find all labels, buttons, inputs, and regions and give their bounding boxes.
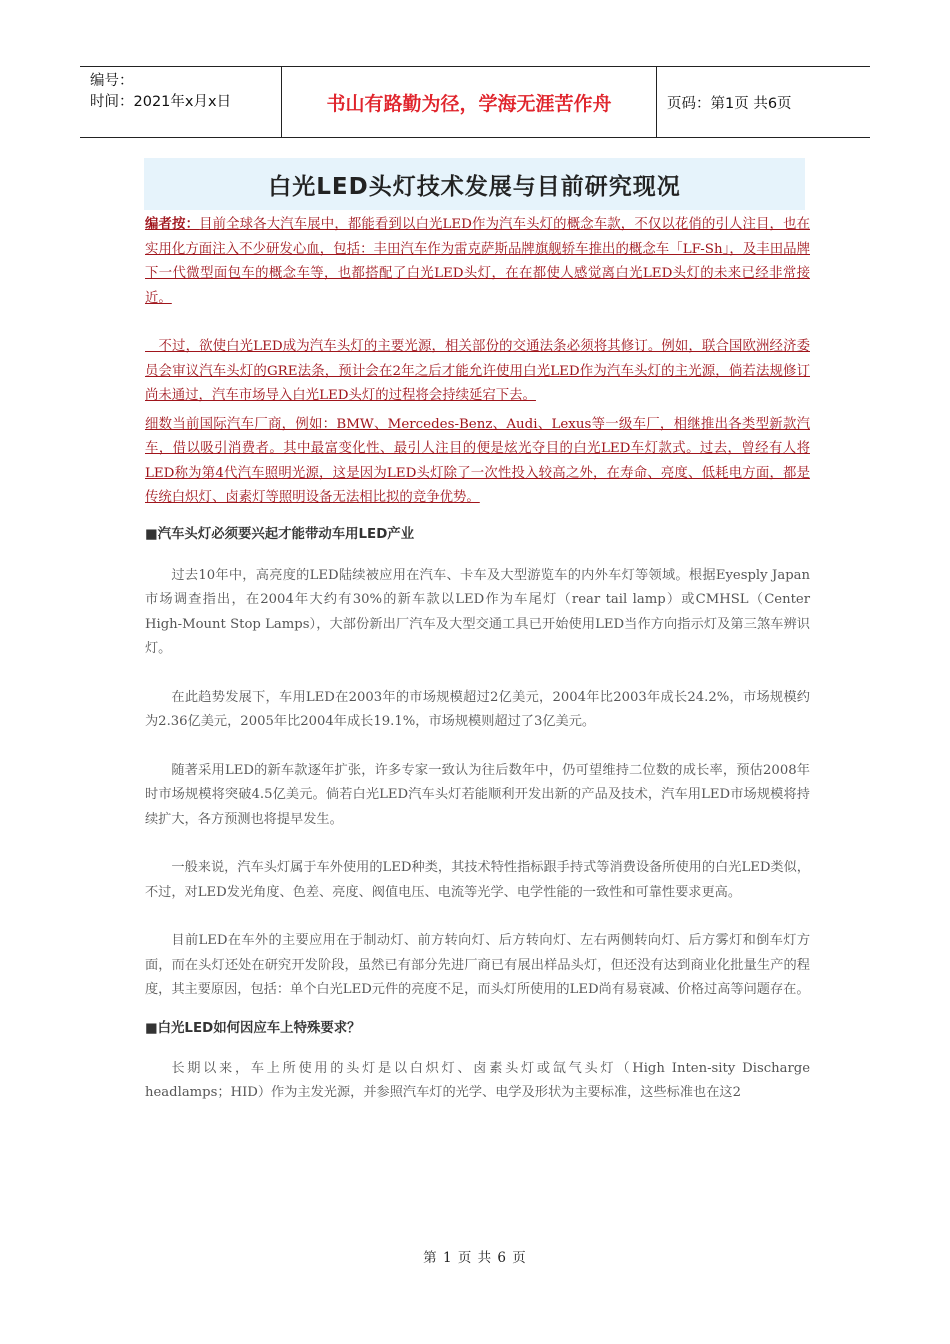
header-meta: [80, 67, 282, 137]
document-title: 白光LED头灯技术发展与目前研究现况: [268, 173, 681, 200]
editor-note-p3: 细数当前国际汽车厂商，例如：BMW、Mercedes-Benz、Audi、Lexus等一级车厂，相继推出各类型新款汽车，借以吸引消费者。其中最富变化性、最引人注目的便是炫光夺目的白光LED车灯款式。过去，曾经有人将LED称为第4代汽车照明光源，这是因为LED头灯除了一次性投入较高之外，在寿命、亮度、低耗电方面，都是传统白炽灯、卤素灯等照明设备无法相比拟的竞争优势。: [145, 416, 810, 505]
editor-note-p1: 编者按：目前全球各大汽车展中，都能看到以白光LED作为汽车头灯的概念车款，不仅以花俏的引人注目，也在实用化方面注入不少研发心血，包括：丰田汽车作为雷克萨斯品牌旗舰轿车推出的概念车「LF-Sh」，及丰田品牌下一代微型面包车的概念车等，也都搭配了白光LED头灯，在在都使人感觉离白光LED头灯的未来已经非常接近。: [145, 216, 810, 306]
section1-p2: 在此趋势发展下，车用LED在2003年的市场规模超过2亿美元，2004年比2003年成长24.2%，市场规模约为2.36亿美元，2005年比2004年成长19.1%，市场规模则超过了3亿美元。: [145, 689, 810, 729]
header-page-info: 页码：第1页 共6页: [667, 95, 792, 112]
section1-p5: 目前LED在车外的主要应用在于制动灯、前方转向灯、后方转向灯、左右两侧转向灯、后方雾灯和倒车灯方面，而在头灯还处在研究开发阶段，虽然已有部分先进厂商已有展出样品头灯，但还没有达到商业化批量生产的程度，其主要原因，包括：单个白光LED元件的亮度不足，而头灯所使用的LED尚有易衰减、价格过高等问题存在。: [145, 933, 810, 997]
header-motto: 书山有路勤为径，学海无涯苦作舟: [282, 67, 657, 137]
page-header: [80, 66, 870, 138]
section2-p1: 长期以来，车上所使用的头灯是以白炽灯、卤素头灯或氙气头灯（High Inten-sity Discharge headlamps；HID）作为主发光源，并参照汽车灯的光学、电学及形状为主要标准，这些标准也在这2: [145, 1060, 810, 1100]
section2-heading: ■白光LED如何因应车上特殊要求？: [145, 1020, 361, 1036]
section1-p4: 一般来说，汽车头灯属于车外使用的LED种类，其技术特性指标跟手持式等消费设备所使用的白光LED类似，不过，对LED发光角度、色差、亮度、阀值电压、电流等光学、电学性能的一致性和可靠性要求更高。: [145, 860, 810, 900]
editor-note-label: 编者按：: [145, 216, 200, 232]
editor-note-p2: 不过，欲使白光LED成为汽车头灯的主要光源，相关部份的交通法条必须将其修订。例如，联合国欧洲经济委员会审议汽车头灯的GRE法条，预计会在2年之后才能允许使用白光LED作为汽车头灯的主光源，倘若法规修订尚未通过，汽车市场导入白光LED头灯的过程将会持续延宕下去。: [145, 339, 810, 403]
section1-p3: 随著采用LED的新车款逐年扩张，许多专家一致认为往后数年中，仍可望维持二位数的成长率，预估2008年时市场规模将突破4.5亿美元。倘若白光LED汽车头灯若能顺利开发出新的产品及技术，汽车用LED市场规模将持续扩大，各方预测也将提早发生。: [145, 762, 810, 827]
doc-number-label: 编号：: [90, 73, 134, 89]
document-body: [145, 212, 810, 1106]
section1-heading: ■汽车头灯必须要兴起才能带动车用LED产业: [145, 526, 415, 542]
title-banner: [144, 158, 805, 210]
section1-p1: 过去10年中，高亮度的LED陆续被应用在汽车、卡车及大型游览车的内外车灯等领域。根据Eyesply Japan市场调查指出，在2004年大约有30%的新车款以LED作为车尾灯（rear tail lamp）或CMHSL（Center High-Mount Stop Lamps），大部份新出厂汽车及大型交通工具已开始使用LED当作方向指示灯及第三煞车辨识灯。: [145, 567, 810, 656]
page-footer: 第 1 页 共 6 页: [423, 1250, 527, 1266]
doc-date-label: 时间：2021年x月x日: [90, 94, 232, 110]
